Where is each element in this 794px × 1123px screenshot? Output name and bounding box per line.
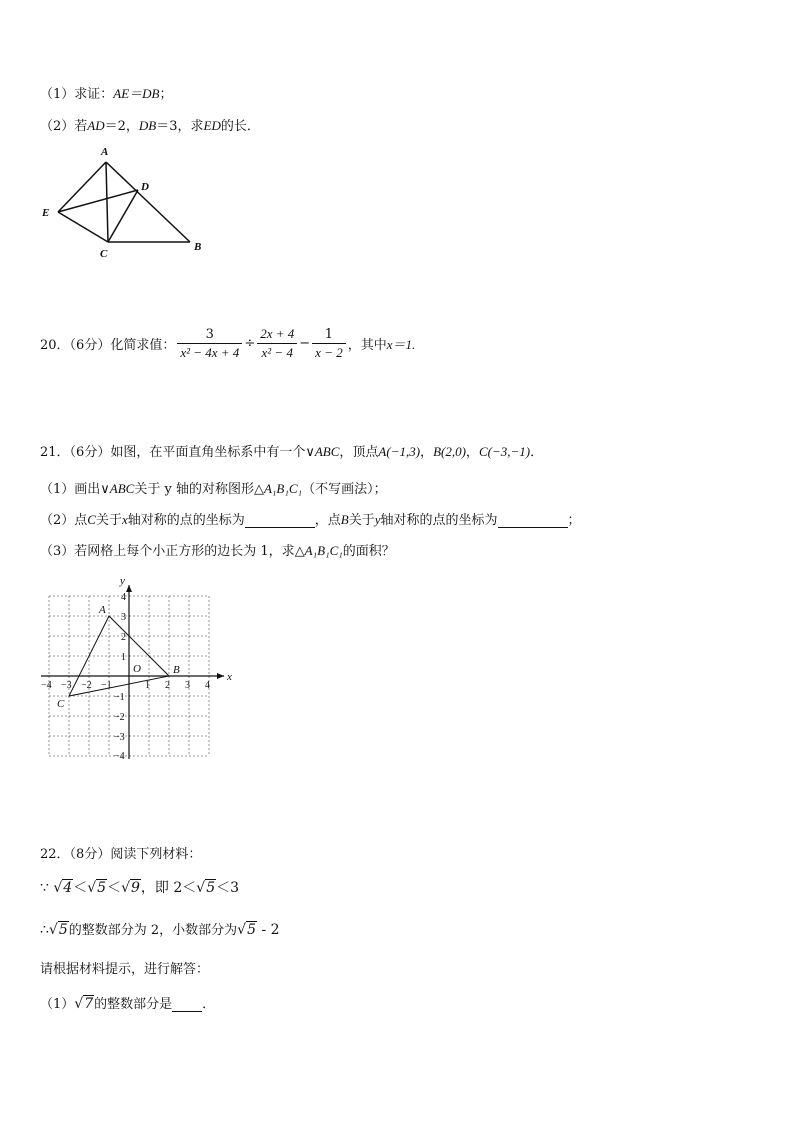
q21-pt-c: C(−3,−1) (478, 444, 531, 459)
q20-frac3 (312, 327, 346, 361)
answer-blank-2[interactable] (498, 513, 568, 528)
q21-part3a: （3）若网格上每个小正方形的边长为 1，求 (40, 544, 295, 559)
q21-part2g: ； (567, 513, 581, 528)
q21-part3-tri: △A₁B₁C₁ (294, 543, 343, 558)
q21-part3 (40, 540, 395, 559)
sqrt-5: √5 (87, 880, 107, 896)
sqrt-4-radicand: 4 (63, 880, 73, 896)
q22-therefore-line (40, 919, 280, 938)
x-axis-arrow-icon (217, 673, 224, 679)
point-c-label: C (57, 698, 65, 710)
triangle-figure (38, 144, 213, 264)
y-tick: −4 (114, 751, 125, 762)
q22-ie: ，即 2＜ (140, 880, 197, 896)
q22-part1a: （1） (40, 997, 75, 1012)
q21-part2f: 轴对称的点的坐标为 (380, 513, 498, 528)
y-tick: −1 (114, 692, 125, 703)
sqrt-5: √5 (237, 922, 257, 938)
q19-part1-end: ； (159, 87, 173, 102)
x-tick: −2 (81, 680, 92, 691)
q21-part2-b: B (340, 512, 349, 527)
less-than: ＜ (107, 880, 122, 896)
q21-part2-c: C (87, 512, 96, 527)
q21-sep1: ， (420, 445, 434, 460)
q22-prompt: 请根据材料提示，进行解答： (40, 962, 210, 977)
q22-part1 (40, 993, 215, 1012)
q22-lt3: ＜3 (216, 880, 240, 896)
q21-part1c: （不写画法）； (302, 482, 387, 497)
x-tick: 2 (165, 680, 170, 691)
sqrt-5: √5 (48, 922, 68, 938)
label-c: C (100, 248, 108, 260)
q20-prefix: 20．（6分）化简求值： (40, 338, 176, 353)
y-axis-label: y (120, 575, 125, 587)
sqrt-7: √7 (74, 996, 94, 1012)
q19-part2-end: 的长． (220, 119, 260, 134)
q19-part1-math: AE＝DB (113, 86, 160, 101)
q20-frac2 (257, 326, 297, 361)
q19-part2-label: （2）若 (40, 119, 88, 134)
edge-ec (58, 212, 108, 242)
label-a: A (101, 146, 109, 158)
label-e: E (42, 207, 50, 219)
sqrt-5: √5 (196, 880, 216, 896)
q21-part1-tri: ∨ABC (100, 481, 135, 496)
q21-part2c: 轴对称的点的坐标为 (127, 513, 245, 528)
q22-prompt-line (40, 958, 209, 977)
edge-ed (58, 190, 138, 212)
edge-ac (106, 162, 108, 242)
y-tick: −2 (114, 712, 125, 723)
y-tick: 4 (121, 592, 126, 603)
q21-tri: ∨ABC (305, 444, 340, 459)
q22-prefix: 22．（8分）阅读下列材料： (40, 847, 202, 862)
q20-frac2-num: 2x + 4 (257, 326, 297, 344)
q21-part3b: 的面积？ (342, 544, 395, 559)
q21-part1 (40, 478, 387, 497)
q21-part1b: 关于 y 轴的对称图形 (134, 482, 254, 497)
coordinate-grid (38, 573, 248, 763)
answer-blank-3[interactable] (172, 997, 202, 1012)
q20-frac3-num: 1 (312, 327, 346, 344)
sqrt-5-radicand: 5 (97, 880, 107, 896)
q21-line (40, 441, 543, 460)
y-tick: 2 (121, 632, 126, 643)
q21-mid: ，顶点 (339, 445, 379, 460)
because-symbol: ∵ (40, 880, 49, 896)
sqrt-9: √9 (121, 880, 140, 896)
q22-because-line (40, 877, 239, 897)
x-tick: −3 (61, 680, 72, 691)
q20-frac2-den: x² − 4 (261, 345, 293, 360)
x-tick: 1 (145, 680, 150, 691)
q19-part1-label: （1）求证： (40, 87, 114, 102)
therefore-symbol: ∴ (40, 922, 49, 938)
sqrt-5-radicand: 5 (58, 922, 68, 938)
q20-frac1 (177, 327, 242, 361)
q19-db: DB (138, 118, 157, 133)
x-tick: −1 (101, 680, 112, 691)
q19-db-val: ＝3，求 (156, 119, 204, 134)
sqrt-9-radicand: 9 (130, 880, 140, 896)
q22-part1b: 的整数部分是 (94, 997, 173, 1012)
q21-part1a: （1）画出 (40, 482, 101, 497)
q20-cond: x＝1. (386, 337, 416, 352)
q21-part2d: ，点 (314, 513, 341, 528)
y-tick: 3 (121, 612, 126, 623)
q21-end: ． (530, 445, 544, 460)
q22-int-part: 的整数部分为 2，小数部分为 (68, 923, 238, 938)
q21-part2-y: y (374, 512, 381, 527)
q21-prefix: 21．（6分）如图，在平面直角坐标系中有一个 (40, 445, 306, 460)
q20-minus: − (299, 336, 311, 351)
y-tick: −3 (114, 732, 125, 743)
q19-ad-val: ＝2， (104, 119, 139, 134)
q19-part1 (40, 83, 173, 102)
q21-pt-b: B(2,0) (433, 444, 466, 459)
q20-frac1-num: 3 (177, 327, 242, 344)
edge-ab (106, 162, 190, 242)
q21-part2-x: x (121, 512, 128, 527)
q21-part2a: （2）点 (40, 513, 88, 528)
q19-ad: AD (87, 118, 105, 133)
point-a-label: A (99, 604, 106, 616)
x-tick: 4 (205, 680, 210, 691)
origin-label: O (133, 663, 141, 675)
y-tick: 1 (121, 652, 126, 663)
sqrt-7-radicand: 7 (84, 996, 94, 1012)
q19-part2 (40, 115, 260, 134)
y-axis-arrow-icon (126, 585, 132, 592)
q22-part1c: ． (202, 997, 216, 1012)
edge-cd (108, 190, 138, 242)
q21-part1-tri2: △A₁B₁C₁ (253, 481, 303, 496)
label-d: D (141, 181, 149, 193)
q22-prefix-line (40, 843, 201, 862)
answer-blank-1[interactable] (245, 513, 315, 528)
edge-ea (58, 162, 106, 212)
q20-frac3-den: x − 2 (315, 344, 343, 360)
q21-part2e: 关于 (348, 513, 375, 528)
sqrt-4: √4 (53, 880, 73, 896)
q19-ed: ED (203, 118, 221, 133)
sqrt-5-radicand: 5 (206, 880, 216, 896)
sqrt-5-radicand: 5 (247, 922, 257, 938)
q21-sep2: ， (465, 445, 479, 460)
x-tick: −4 (41, 680, 52, 691)
q20-line (40, 326, 415, 361)
q21-pt-a: A(−1,3) (378, 444, 421, 459)
q20-frac1-den: x² − 4x + 4 (180, 344, 240, 360)
q20-div: ÷ (244, 336, 256, 351)
q22-minus2: - 2 (257, 922, 280, 938)
q20-suffix: ，其中 (347, 338, 387, 353)
label-b: B (194, 241, 202, 253)
q21-part2b: 关于 (95, 513, 122, 528)
q21-part2 (40, 509, 581, 528)
x-axis-label: x (227, 671, 232, 683)
less-than: ＜ (73, 880, 88, 896)
point-b-label: B (173, 664, 180, 676)
x-tick: 3 (185, 680, 190, 691)
